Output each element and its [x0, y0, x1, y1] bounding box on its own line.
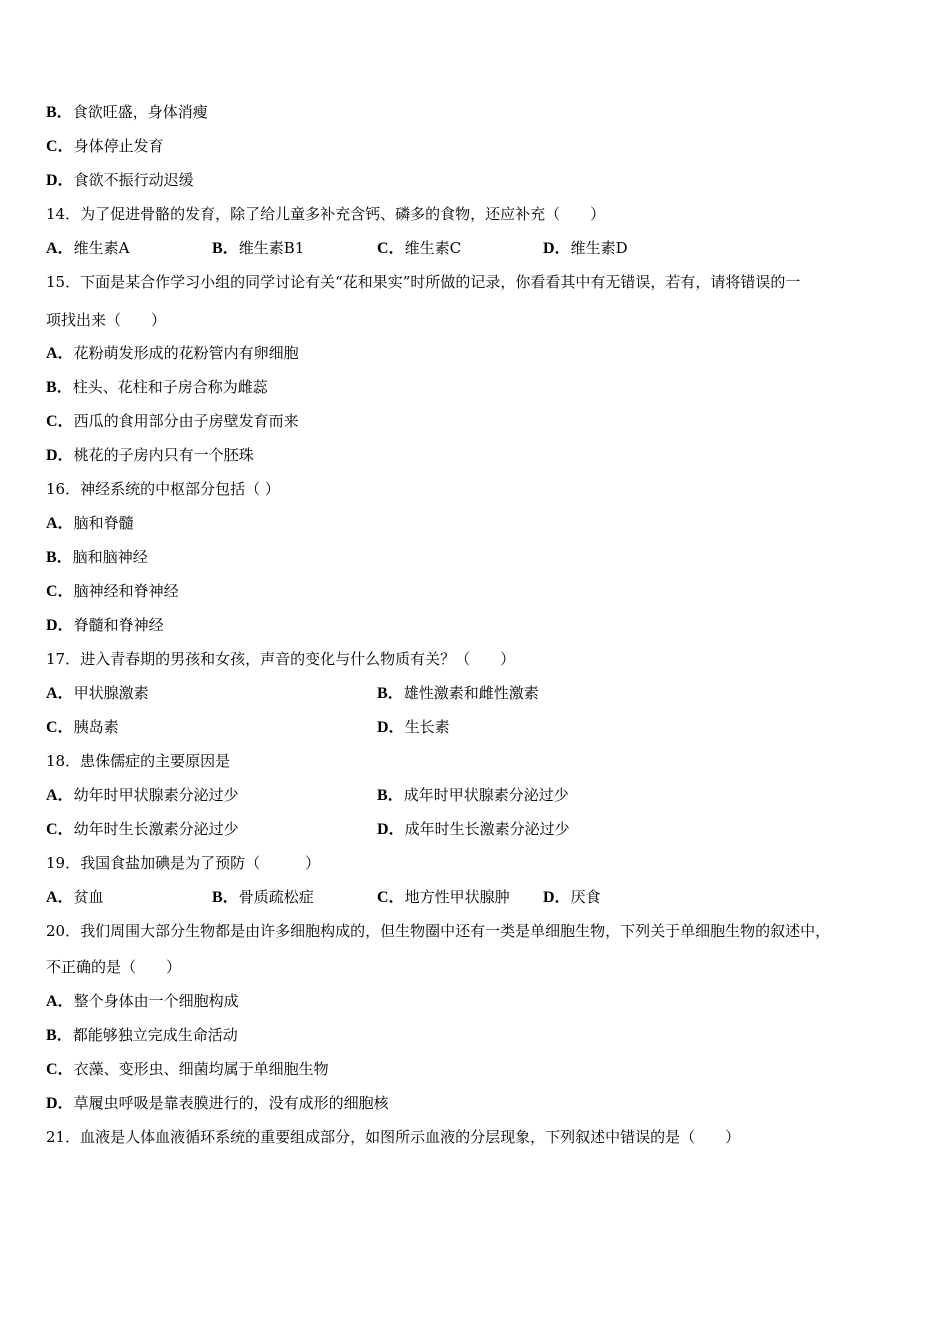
- option-text: 地方性甲状腺肿: [404, 888, 510, 906]
- q15-stem-line1: 15．下面是某合作学习小组的同学讨论有关“花和果实”时所做的记录，你看看其中有无错误，若有，请将错误的一: [46, 273, 801, 291]
- option-text: 身体停止发育: [73, 137, 164, 155]
- option-letter: B．: [46, 104, 73, 121]
- option-text: 幼年时生长激素分泌过少: [73, 820, 239, 838]
- option-letter: D．: [377, 821, 405, 838]
- option-letter: D．: [46, 172, 74, 189]
- q15-option-a: [46, 343, 299, 363]
- option-letter: A．: [46, 685, 74, 702]
- q17-option-d: [377, 717, 450, 737]
- option-text: 花粉萌发形成的花粉管内有卵细胞: [73, 344, 299, 362]
- q19-stem: 19．我国食盐加碘是为了预防（ ）: [46, 854, 321, 872]
- q15-option-d: [46, 445, 254, 465]
- q19-option-d: [543, 887, 601, 907]
- option-letter: C．: [46, 719, 74, 736]
- option-text: 胰岛素: [73, 718, 119, 736]
- option-text: 贫血: [73, 888, 104, 906]
- option-letter: D．: [377, 719, 405, 736]
- q13-option-b: [46, 102, 208, 122]
- q19-option-b: [212, 887, 314, 907]
- option-letter: C．: [46, 138, 74, 155]
- q16-option-b: [46, 547, 148, 567]
- option-letter: B．: [212, 240, 239, 257]
- q18-option-c: [46, 819, 239, 839]
- q13-option-c: [46, 136, 164, 156]
- q21-stem: 21．血液是人体血液循环系统的重要组成部分，如图所示血液的分层现象，下列叙述中错误的是（ ）: [46, 1128, 741, 1146]
- option-text: 脑神经和脊神经: [73, 582, 179, 600]
- q17-option-a: [46, 683, 149, 703]
- q14-option-d: [543, 238, 628, 258]
- option-text: 厌食: [570, 888, 601, 906]
- q20-option-b: [46, 1025, 238, 1045]
- q17-stem: 17．进入青春期的男孩和女孩，声音的变化与什么物质有关？（ ）: [46, 650, 516, 668]
- option-text: 脑和脊髓: [73, 514, 134, 532]
- option-text: 生长素: [404, 718, 450, 736]
- option-text: 维生素C: [404, 239, 462, 257]
- option-text: 维生素A: [73, 239, 130, 257]
- option-text: 维生素D: [570, 239, 628, 257]
- option-letter: D．: [543, 240, 571, 257]
- option-letter: A．: [46, 240, 74, 257]
- option-text: 整个身体由一个细胞构成: [73, 992, 239, 1010]
- q20-stem-line1: 20．我们周围大部分生物都是由许多细胞构成的，但生物圈中还有一类是单细胞生物，下列关于单细胞生物的叙述中，: [46, 922, 831, 940]
- q14-option-b: [212, 238, 304, 258]
- option-letter: D．: [46, 1095, 74, 1112]
- q17-option-b: [377, 683, 539, 703]
- option-text: 西瓜的食用部分由子房壁发育而来: [73, 412, 299, 430]
- option-letter: D．: [46, 447, 74, 464]
- q17-option-c: [46, 717, 119, 737]
- option-letter: B．: [212, 889, 239, 906]
- option-letter: D．: [543, 889, 571, 906]
- q20-option-c: [46, 1059, 329, 1079]
- option-text: 甲状腺激素: [73, 684, 149, 702]
- option-letter: A．: [46, 993, 74, 1010]
- option-text: 成年时甲状腺素分泌过少: [403, 786, 569, 804]
- q13-option-d: [46, 170, 194, 190]
- option-letter: C．: [46, 821, 74, 838]
- option-text: 衣藻、变形虫、细菌均属于单细胞生物: [73, 1060, 329, 1078]
- q18-option-b: [377, 785, 569, 805]
- option-letter: C．: [46, 413, 74, 430]
- option-letter: C．: [46, 583, 74, 600]
- q16-option-d: [46, 615, 164, 635]
- q18-option-a: [46, 785, 239, 805]
- option-text: 骨质疏松症: [238, 888, 314, 906]
- option-text: 维生素B1: [238, 239, 305, 257]
- q14-option-a: [46, 238, 129, 258]
- option-text: 桃花的子房内只有一个胚珠: [73, 446, 254, 464]
- q18-stem: 18．患侏儒症的主要原因是: [46, 752, 231, 770]
- q20-option-d: [46, 1093, 389, 1113]
- option-text: 脊髓和脊神经: [73, 616, 164, 634]
- q16-option-a: [46, 513, 134, 533]
- option-letter: A．: [46, 515, 74, 532]
- q15-option-b: [46, 377, 268, 397]
- q20-option-a: [46, 991, 239, 1011]
- option-letter: B．: [377, 685, 404, 702]
- q18-option-d: [377, 819, 570, 839]
- option-letter: D．: [46, 617, 74, 634]
- q14-option-c: [377, 238, 461, 258]
- q15-option-c: [46, 411, 299, 431]
- option-letter: C．: [46, 1061, 74, 1078]
- option-letter: A．: [46, 889, 74, 906]
- option-text: 食欲不振行动迟缓: [73, 171, 194, 189]
- q14-stem: 14．为了促进骨骼的发育，除了给儿童多补充含钙、磷多的食物，还应补充（ ）: [46, 205, 606, 223]
- q19-option-a: [46, 887, 104, 907]
- option-text: 脑和脑神经: [72, 548, 148, 566]
- option-letter: A．: [46, 787, 74, 804]
- option-letter: A．: [46, 345, 74, 362]
- option-letter: C．: [377, 889, 405, 906]
- option-letter: C．: [377, 240, 405, 257]
- option-letter: B．: [46, 379, 73, 396]
- q16-option-c: [46, 581, 179, 601]
- option-text: 食欲旺盛，身体消瘦: [72, 103, 208, 121]
- q16-stem: 16．神经系统的中枢部分包括（ ）: [46, 480, 280, 498]
- q15-stem-line2: 项找出来（ ）: [46, 311, 167, 329]
- option-text: 雄性激素和雌性激素: [403, 684, 539, 702]
- q20-stem-line2: 不正确的是（ ）: [46, 958, 182, 976]
- option-letter: B．: [46, 549, 73, 566]
- option-text: 柱头、花柱和子房合称为雌蕊: [72, 378, 268, 396]
- option-text: 成年时生长激素分泌过少: [404, 820, 570, 838]
- option-text: 草履虫呼吸是靠表膜进行的，没有成形的细胞核: [73, 1094, 389, 1112]
- option-letter: B．: [377, 787, 404, 804]
- q19-option-c: [377, 887, 510, 907]
- option-text: 都能够独立完成生命活动: [72, 1026, 238, 1044]
- option-text: 幼年时甲状腺素分泌过少: [73, 786, 239, 804]
- option-letter: B．: [46, 1027, 73, 1044]
